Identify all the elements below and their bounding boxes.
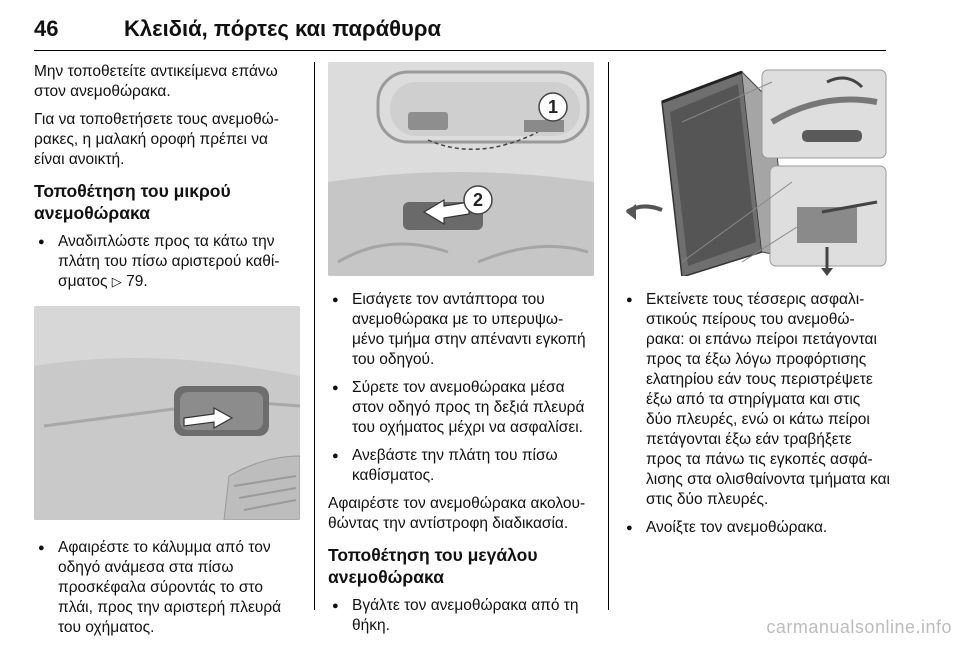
paragraph-roof: Για να τοποθετήσετε τους ανεμοθώ-ρακες, η μαλακή οροφή πρέπει να είναι ανοικτή. bbox=[34, 111, 279, 168]
column-middle bbox=[328, 62, 594, 644]
paragraph-remove-reverse: Αφαιρέστε τον ανεμοθώρακα ακολου-θώντας την αντίστροφη διαδικασία. bbox=[328, 495, 586, 532]
watermark-text: carmanualsonline.info bbox=[766, 617, 952, 637]
callout-2: 2 bbox=[472, 190, 484, 210]
column-divider-2 bbox=[608, 62, 609, 610]
bullet-remove-cover bbox=[34, 538, 302, 638]
bullet-text: Βγάλτε τον ανεμοθώρακα από τη θήκη. bbox=[352, 597, 579, 634]
page-header bbox=[34, 6, 886, 51]
bullet-text: Ανεβάστε την πλάτη του πίσω καθίσματος. bbox=[352, 447, 558, 484]
bullet-insert-adapter bbox=[328, 290, 594, 370]
column-divider-1 bbox=[314, 62, 315, 610]
bullet-extend-pins bbox=[622, 290, 890, 510]
bullet-text: Ανοίξτε τον ανεμοθώρακα. bbox=[646, 519, 828, 536]
bullet-take-out bbox=[328, 596, 594, 636]
figure-large-windscreen bbox=[622, 62, 888, 276]
bullet-text: Σύρετε τον ανεμοθώρακα μέσα στον οδηγό προς τη δεξιά πλευρά του οχήματος μέχρι να ασφαλίσει. bbox=[352, 379, 585, 436]
figure-guide-cover bbox=[34, 306, 300, 520]
page-ref[interactable]: 79. bbox=[126, 273, 148, 290]
bullet-text: Εκτείνετε τους τέσσερις ασφαλι-στικούς πείρους του ανεμοθώ-ρακα: οι επάνω πείροι πετάγονται προς τα έξω λόγω προφόρτισης ελατηρίου εάν τους περιστρέψετε έξω από τα στηρίγματα και στις δύο πλευρές, ενώ οι κάτω πείροι πετάγονται έξω εάν τραβήξετε προς τα πάνω τις εγκοπές ασφά-λισης στα ολισθαίνοντα τμήματα και στις δύο πλευρές. bbox=[646, 291, 890, 508]
paragraph-warning: Μην τοποθετείτε αντικείμενα επάνω στον ανεμοθώρακα. bbox=[34, 63, 278, 100]
adapter-insert-illustration bbox=[328, 62, 594, 276]
bullet-raise-seat bbox=[328, 446, 594, 486]
heading-large-windscreen: Τοποθέτηση του μεγάλου ανεμοθώρακα bbox=[328, 545, 538, 587]
large-windscreen-illustration bbox=[622, 62, 888, 276]
bullet-fold-seat bbox=[34, 232, 302, 292]
column-left bbox=[34, 62, 302, 646]
page-ref-icon[interactable]: ▷ bbox=[111, 274, 122, 289]
bullet-slide-windscreen bbox=[328, 378, 594, 438]
bullet-text: Αφαιρέστε το κάλυμμα από τον οδηγό ανάμεσα στα πίσω προσκέφαλα σύροντάς το στο πλάι, προς την αριστερή πλευρά του οχήματος. bbox=[58, 539, 282, 636]
chapter-title: Κλειδιά, πόρτες και παράθυρα bbox=[124, 16, 441, 41]
bullet-text: Αναδιπλώστε προς τα κάτω την πλάτη του πίσω αριστερού καθί-σματος bbox=[58, 233, 280, 290]
bullet-text: Εισάγετε τον αντάπτορα του ανεμοθώρακα με το υπερυψω-μένο τμήμα στην απέναντι εγκοπή του οδηγού. bbox=[352, 291, 586, 368]
page-number: 46 bbox=[34, 16, 59, 41]
callout-1: 1 bbox=[547, 97, 559, 117]
guide-cover-illustration bbox=[34, 306, 300, 520]
column-right bbox=[622, 62, 890, 546]
bullet-open-windscreen bbox=[622, 518, 890, 538]
heading-small-windscreen: Τοποθέτηση του μικρού ανεμοθώρακα bbox=[34, 181, 231, 223]
figure-adapter-insert bbox=[328, 62, 594, 276]
